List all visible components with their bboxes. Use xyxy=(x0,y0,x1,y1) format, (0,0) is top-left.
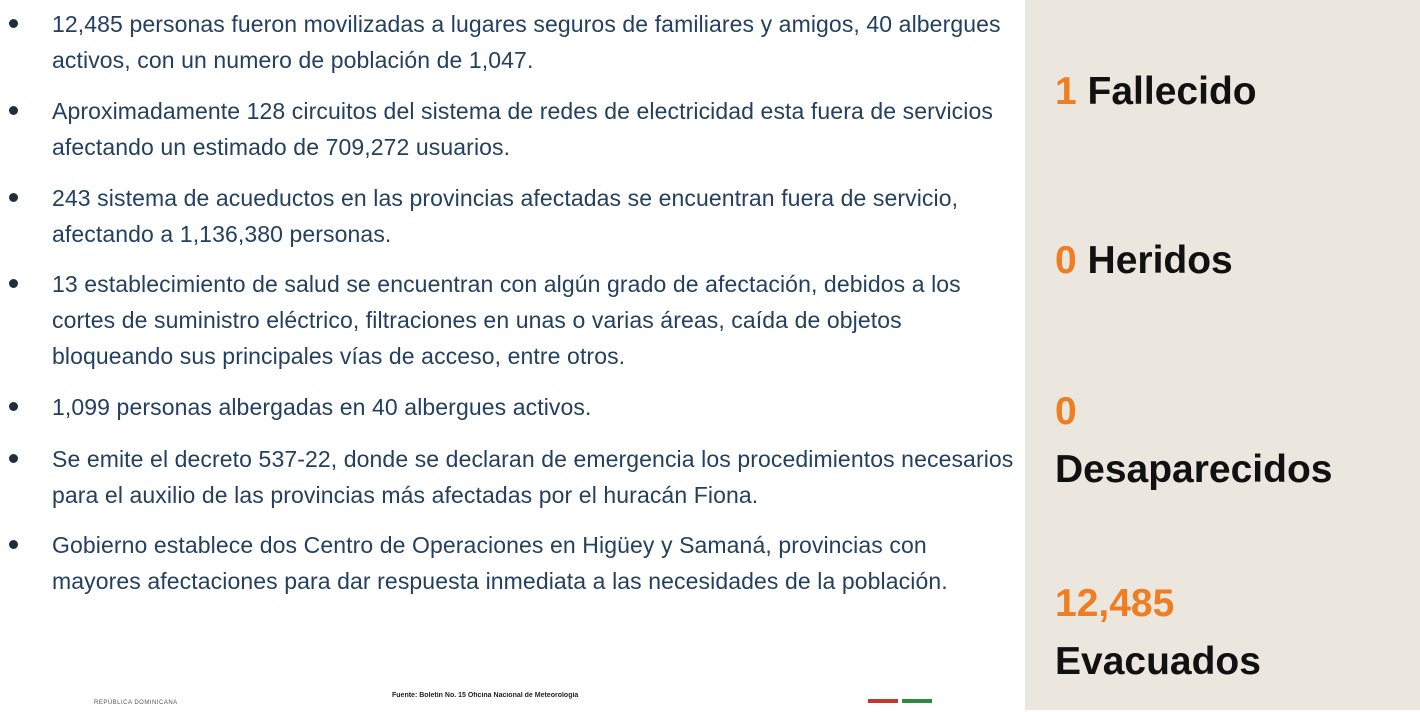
bullet-icon xyxy=(9,193,18,202)
bullet-text: Gobierno establece dos Centro de Operaciones en Higüey y Samaná, provincias con mayores afectaciones para dar respuesta inmediata a las necesidades de la población. xyxy=(52,532,948,594)
stat-number: 0 xyxy=(1055,239,1077,282)
stat-label: Fallecido xyxy=(1087,70,1257,113)
stat-number: 1 xyxy=(1055,70,1077,113)
bullet-text: 12,485 personas fueron movilizadas a lugares seguros de familiares y amigos, 40 albergues activos, con un numero de población de 1,047. xyxy=(52,11,1001,73)
stat-label: Heridos xyxy=(1087,239,1233,282)
bullet-text: 243 sistema de acueductos en las provincias afectadas se encuentran fuera de servicio, afectando a 1,136,380 personas. xyxy=(52,185,959,247)
stat-label: Desaparecidos xyxy=(1055,448,1333,491)
footer-source: Fuente: Boletín No. 15 Oficina Nacional de Meteorología xyxy=(392,692,579,699)
stat-evacuados xyxy=(1055,580,1261,686)
footer-logo-text: REPÚBLICA DOMINICANA xyxy=(94,700,178,706)
bullet-icon xyxy=(9,402,18,411)
bullet-icon xyxy=(9,454,18,463)
stat-number: 12,485 xyxy=(1055,582,1175,625)
footer-flag-logo xyxy=(868,699,932,705)
stat-label: Evacuados xyxy=(1055,640,1261,683)
bullet-text: Se emite el decreto 537-22, donde se declaran de emergencia los procedimientos necesarios para el auxilio de las provincias más afectadas por el huracán Fiona. xyxy=(52,446,1014,508)
logo-stripe-red xyxy=(868,699,898,703)
bullet-text: 13 establecimiento de salud se encuentran con algún grado de afectación, debidos a los cortes de suministro eléctrico, filtraciones en unas o varias áreas, caída de objetos bloqueando sus principales vías de acceso, entre otros. xyxy=(52,271,961,369)
stat-fallecido xyxy=(1055,68,1257,116)
bullet-text: Aproximadamente 128 circuitos del sistema de redes de electricidad esta fuera de servicios afectando un estimado de 709,272 usuarios. xyxy=(52,98,993,160)
logo-stripe-green xyxy=(902,699,932,703)
bullet-text: 1,099 personas albergadas en 40 albergues activos. xyxy=(52,394,592,420)
bullet-icon xyxy=(9,540,18,549)
stat-number: 0 xyxy=(1055,390,1077,433)
stat-heridos xyxy=(1055,237,1233,285)
stats-panel xyxy=(1025,0,1420,710)
bullet-icon xyxy=(9,106,18,115)
bullet-icon xyxy=(9,19,18,28)
stat-desaparecidos xyxy=(1055,388,1332,494)
bullet-icon xyxy=(9,279,18,288)
